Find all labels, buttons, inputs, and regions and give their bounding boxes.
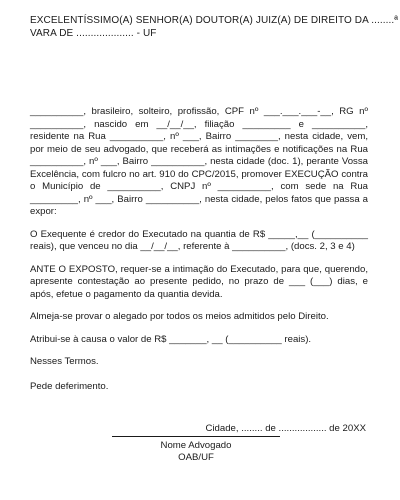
lawyer-name: Nome Advogado xyxy=(160,440,232,451)
request-paragraph: ANTE O EXPOSTO, requer-se a intimação do Executado, para que, querendo, apresente contestação ao presente pedido, no prazo de ___ (___) dias, e após, efetue o pagamento da quantia devida. xyxy=(30,263,368,300)
qualification-paragraph: __________, brasileiro, solteiro, profissão, CPF nº ___.___.___-__, RG nº __________, nascido em __/__/__, filiação _________ e __________, residente na Rua __________, nº ___, Bairro ________, nesta cidade, vem, por meio de seu advogado, que receberá as intimações e notificações na Rua __________, nº ___, Bairro __________, nesta cidade (doc. 1), perante Vossa Excelência, com fulcro no art. 910 do CPC/2015, promover EXECUÇÃO contra o Município de __________, CNPJ nº __________, com sede na Rua _________, nº ___, Bairro __________, nesta cidade, pelos fatos que passa a expor: xyxy=(30,106,368,217)
credit-paragraph: O Exequente é credor do Executado na quantia de R$ _____,__ (__________ reais), que venceu no dia __/__/__, referente à __________, (docs. 2, 3 e 4) xyxy=(30,228,368,252)
evidence-paragraph: Almeja-se provar o alegado por todos os meios admitidos pelo Direito. xyxy=(30,311,329,322)
lawyer-oab: OAB/UF xyxy=(178,452,214,463)
case-value-paragraph: Atribui-se à causa o valor de R$ _______, __ (__________ reais). xyxy=(30,333,312,345)
date-line: Cidade, ........ de .................. de 20XX xyxy=(205,423,366,434)
closing-request: Pede deferimento. xyxy=(30,380,109,392)
signature-line xyxy=(112,436,280,437)
signature-block xyxy=(112,436,280,464)
petition-header xyxy=(30,14,399,40)
closing-terms: Nesses Termos. xyxy=(30,356,99,367)
header-line-1: EXCELENTÍSSIMO(A) SENHOR(A) DOUTOR(A) JUIZ(A) DE DIREITO DA ........ª xyxy=(30,15,399,26)
petition-document xyxy=(30,14,399,436)
header-line-2: VARA DE .................... - UF xyxy=(30,28,157,39)
